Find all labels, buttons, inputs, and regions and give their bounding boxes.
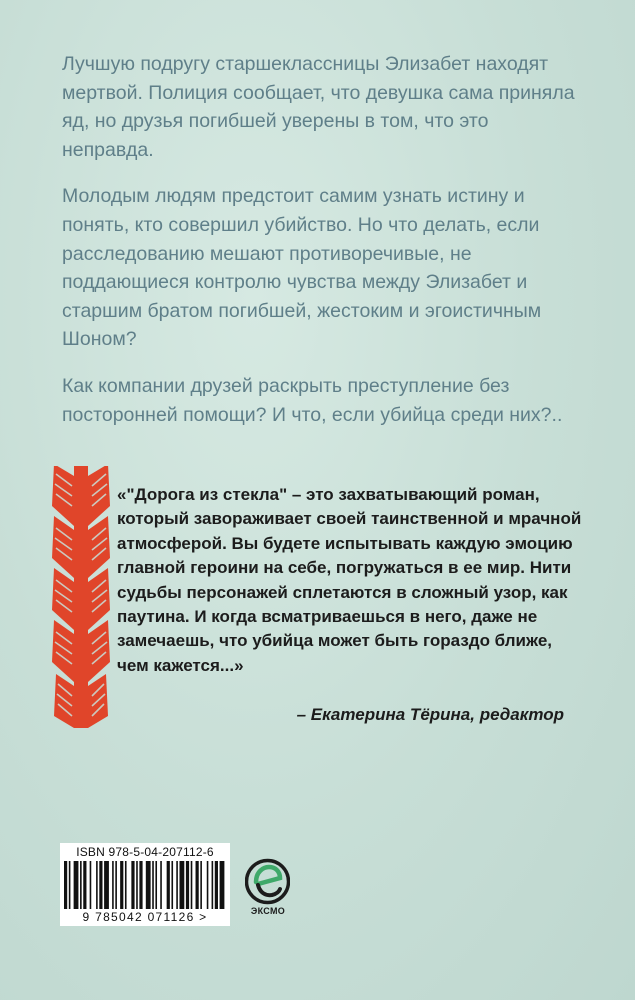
barcode-bars: [64, 861, 226, 909]
isbn-label: ISBN 978-5-04-207112-6: [76, 845, 214, 859]
quote-attribution: – Екатерина Тёрина, редактор: [296, 705, 564, 724]
book-description: [62, 50, 582, 447]
red-feather-ornament-icon: [52, 466, 110, 728]
editor-quote: [117, 483, 587, 678]
quote-text: «"Дорога из стекла" – это захватывающий роман, который завораживает своей таинственной и мрачной атмосферой. Вы будете испытывать каждую эмоцию главной героини на себе, погружаться в ее мир. Нити судьбы персонажей сплетаются в сложный узор, как паутина. И когда всматриваешься в него, даже не замечаешь, что убийца может быть гораздо ближе, чем кажется...»: [117, 485, 582, 675]
description-paragraph-2: Молодым людям предстоит самим узнать истину и понять, кто совершил убийство. Но что делать, если расследованию мешают противоречивые, не поддающиеся контролю чувства между Элизабет и старшим братом погибшей, жестоким и эгоистичным Шоном?: [62, 185, 542, 351]
description-paragraph-1: Лучшую подругу старшеклассницы Элизабет находят мертвой. Полиция сообщает, что девушка сама приняла яд, но друзья погибшей уверены в том, что это неправда.: [62, 53, 575, 161]
isbn-barcode: [60, 843, 230, 926]
eksmo-logo-icon: [245, 858, 290, 905]
description-paragraph-3: Как компании друзей раскрыть преступление без посторонней помощи? И что, если убийца среди них?..: [62, 374, 563, 426]
publisher-name: ЭКСМО: [250, 906, 286, 916]
barcode-digits: 9 785042 071126 >: [82, 910, 208, 924]
